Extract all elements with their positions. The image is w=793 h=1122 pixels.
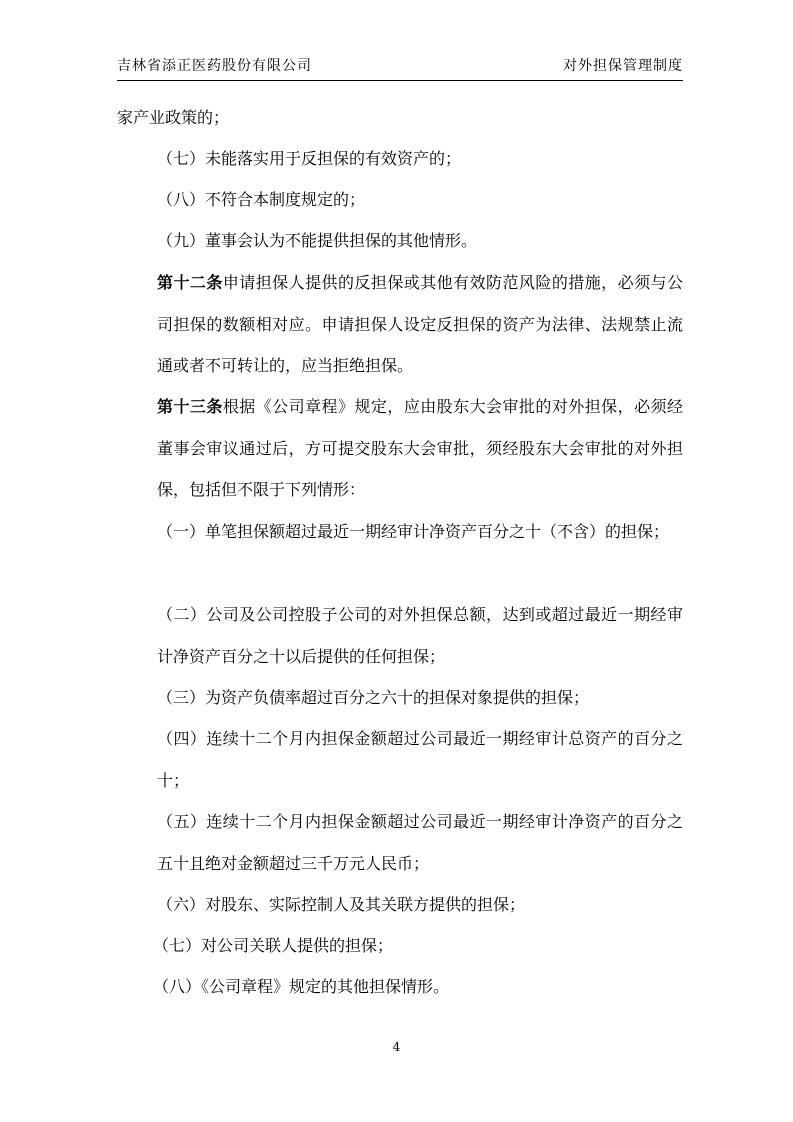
paragraph-continuation: 家产业政策的； <box>117 108 230 127</box>
article-thirteen <box>117 386 683 511</box>
condition-item-7: （七）对公司关联人提供的担保； <box>153 936 394 955</box>
page-header <box>117 58 683 81</box>
page-number: 4 <box>392 1040 401 1054</box>
list-item-nine: （九）董事会认为不能提供担保的其他情形。 <box>157 231 478 250</box>
condition-item-2: （二）公司及公司控股子公司的对外担保总额，达到或超过最近一期经审计净资产百分之十以后提供的任何担保； <box>157 605 683 666</box>
header-document-title: 对外担保管理制度 <box>563 58 683 74</box>
article-twelve-heading: 第十二条 <box>157 273 223 292</box>
article-thirteen-text: 根据《公司章程》规定，应由股东大会审批的对外担保，必须经董事会审议通过后，方可提交股东大会审批，须经股东大会审批的对外担保，包括但不限于下列情形： <box>157 397 683 500</box>
article-twelve <box>117 262 683 387</box>
condition-item-5: （五）连续十二个月内担保金额超过公司最近一期经审计净资产的百分之五十且绝对金额超过三千万元人民币； <box>157 812 683 873</box>
condition-item-4: （四）连续十二个月内担保金额超过公司最近一期经审计总资产的百分之十； <box>157 729 683 790</box>
list-item-eight: （八）不符合本制度规定的； <box>157 190 366 209</box>
list-item-seven: （七）未能落实用于反担保的有效资产的； <box>157 149 462 168</box>
article-thirteen-heading: 第十三条 <box>157 397 223 416</box>
condition-item-3: （三）为资产负债率超过百分之六十的担保对象提供的担保； <box>157 688 590 707</box>
condition-item-1: （一）单笔担保额超过最近一期经审计净资产百分之十（不含）的担保； <box>157 522 670 541</box>
condition-item-8: （八）《公司章程》规定的其他担保情形。 <box>153 977 450 996</box>
condition-item-6: （六）对股东、实际控制人及其关联方提供的担保； <box>157 895 526 914</box>
header-company-name: 吉林省添正医药股份有限公司 <box>117 58 312 74</box>
article-twelve-text: 申请担保人提供的反担保或其他有效防范风险的措施，必须与公司担保的数额相对应。申请担保人设定反担保的资产为法律、法规禁止流通或者不可转让的，应当拒绝担保。 <box>157 273 683 376</box>
